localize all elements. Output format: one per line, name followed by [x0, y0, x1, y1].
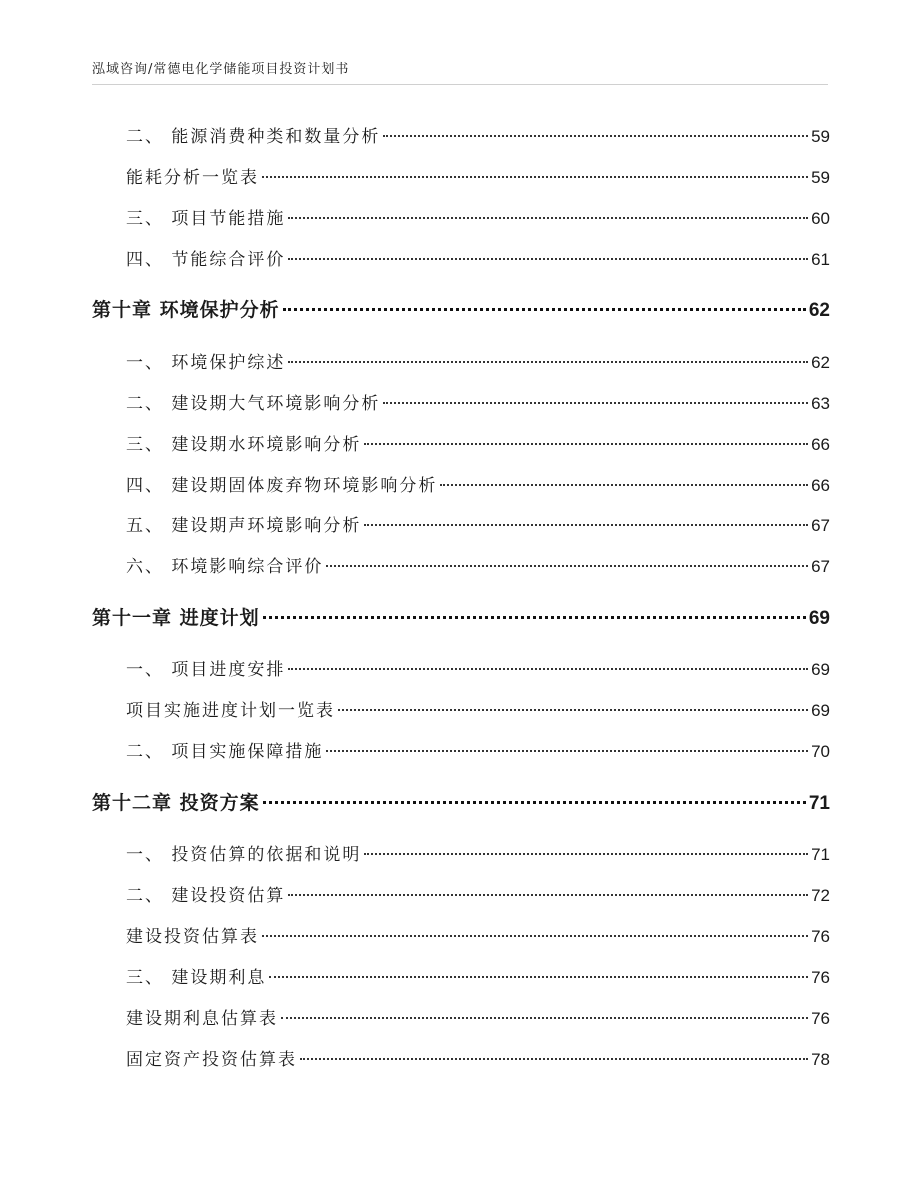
- toc-page-number: 71: [808, 793, 830, 814]
- toc-leader-dots: [288, 668, 808, 670]
- toc-entry-label: 四、 节能综合评价: [126, 250, 286, 270]
- toc-entry-label: 一、 投资估算的依据和说明: [126, 845, 362, 865]
- toc-entry-label: 三、 建设期水环境影响分析: [126, 435, 362, 455]
- toc-leader-dots: [281, 1017, 808, 1019]
- toc-leader-dots: [269, 976, 808, 978]
- page-header: 泓域咨询/常德电化学储能项目投资计划书: [92, 62, 350, 77]
- toc-page-number: 70: [811, 742, 830, 761]
- toc-page-number: 76: [811, 968, 830, 987]
- toc-chapter-entry[interactable]: [92, 295, 830, 321]
- toc-entry-label: 三、 项目节能措施: [126, 209, 286, 229]
- toc-chapter-entry[interactable]: [92, 603, 830, 629]
- toc-entry-label: 二、 能源消费种类和数量分析: [126, 127, 381, 147]
- toc-entry-label: 二、 建设期大气环境影响分析: [126, 394, 381, 414]
- toc-leader-dots: [288, 217, 808, 219]
- toc-entry-label: 一、 项目进度安排: [126, 660, 286, 680]
- toc-entry[interactable]: [126, 204, 830, 230]
- toc-entry[interactable]: [126, 122, 830, 148]
- toc-page-number: 69: [808, 608, 830, 629]
- toc-page-number: 61: [811, 250, 830, 269]
- toc-leader-dots: [326, 565, 808, 567]
- toc-entry[interactable]: [126, 1045, 830, 1071]
- toc-leader-dots: [263, 616, 806, 619]
- toc-leader-dots: [263, 801, 806, 804]
- toc-entry-label: 能耗分析一览表: [126, 168, 259, 188]
- toc-entry[interactable]: [126, 471, 830, 497]
- toc-entry[interactable]: [126, 552, 830, 578]
- toc-leader-dots: [364, 524, 808, 526]
- toc-entry[interactable]: [126, 655, 830, 681]
- toc-page-number: 69: [811, 660, 830, 679]
- toc-chapter-label: 第十章 环境保护分析: [92, 299, 280, 321]
- toc-page-number: 59: [811, 168, 830, 187]
- toc-page-number: 60: [811, 209, 830, 228]
- toc-entry[interactable]: [126, 389, 830, 415]
- toc-page-number: 76: [811, 1009, 830, 1028]
- toc-entry[interactable]: [126, 245, 830, 271]
- toc-leader-dots: [283, 308, 806, 311]
- toc-entry[interactable]: [126, 163, 830, 189]
- toc-page-number: 72: [811, 886, 830, 905]
- toc-leader-dots: [300, 1058, 808, 1060]
- toc-entry[interactable]: [126, 696, 830, 722]
- toc-leader-dots: [440, 484, 808, 486]
- toc-page-number: 78: [811, 1050, 830, 1069]
- toc-page-number: 66: [811, 476, 830, 495]
- toc-page-number: 63: [811, 394, 830, 413]
- toc-leader-dots: [364, 443, 808, 445]
- toc-leader-dots: [262, 176, 808, 178]
- toc-entry-label: 二、 项目实施保障措施: [126, 742, 324, 762]
- toc-page-number: 67: [811, 557, 830, 576]
- toc-chapter-label: 第十二章 投资方案: [92, 792, 260, 814]
- toc-entry-label: 一、 环境保护综述: [126, 353, 286, 373]
- toc-entry[interactable]: [126, 430, 830, 456]
- toc-page-number: 67: [811, 516, 830, 535]
- toc-entry-label: 固定资产投资估算表: [126, 1050, 297, 1070]
- toc-entry[interactable]: [126, 840, 830, 866]
- toc-entry-label: 二、 建设投资估算: [126, 886, 286, 906]
- toc-entry-label: 项目实施进度计划一览表: [126, 701, 335, 721]
- toc-chapter-entry[interactable]: [92, 788, 830, 814]
- toc-entry[interactable]: [126, 963, 830, 989]
- toc-entry-label: 六、 环境影响综合评价: [126, 557, 324, 577]
- toc-leader-dots: [383, 402, 808, 404]
- toc-page-number: 69: [811, 701, 830, 720]
- toc-entry[interactable]: [126, 511, 830, 537]
- toc-leader-dots: [326, 750, 808, 752]
- toc-entry[interactable]: [126, 881, 830, 907]
- toc-page-number: 59: [811, 127, 830, 146]
- toc-page-number: 71: [811, 845, 830, 864]
- toc-chapter-label: 第十一章 进度计划: [92, 607, 260, 629]
- toc-leader-dots: [338, 709, 808, 711]
- toc-leader-dots: [288, 894, 808, 896]
- toc-entry[interactable]: [126, 737, 830, 763]
- toc-leader-dots: [383, 135, 808, 137]
- toc-page-number: 66: [811, 435, 830, 454]
- toc-page-number: 62: [811, 353, 830, 372]
- toc-entry-label: 三、 建设期利息: [126, 968, 267, 988]
- toc-entry[interactable]: [126, 1004, 830, 1030]
- toc-entry-label: 建设期利息估算表: [126, 1009, 278, 1029]
- toc-leader-dots: [364, 853, 808, 855]
- toc-entry[interactable]: [126, 922, 830, 948]
- toc-entry-label: 建设投资估算表: [126, 927, 259, 947]
- toc-page-number: 62: [808, 300, 830, 321]
- toc-page-number: 76: [811, 927, 830, 946]
- toc-entry-label: 五、 建设期声环境影响分析: [126, 516, 362, 536]
- toc-entry[interactable]: [126, 348, 830, 374]
- header-divider: [92, 84, 828, 85]
- toc-entry-label: 四、 建设期固体废弃物环境影响分析: [126, 476, 438, 496]
- toc-leader-dots: [288, 361, 808, 363]
- toc-leader-dots: [262, 935, 808, 937]
- toc-leader-dots: [288, 258, 808, 260]
